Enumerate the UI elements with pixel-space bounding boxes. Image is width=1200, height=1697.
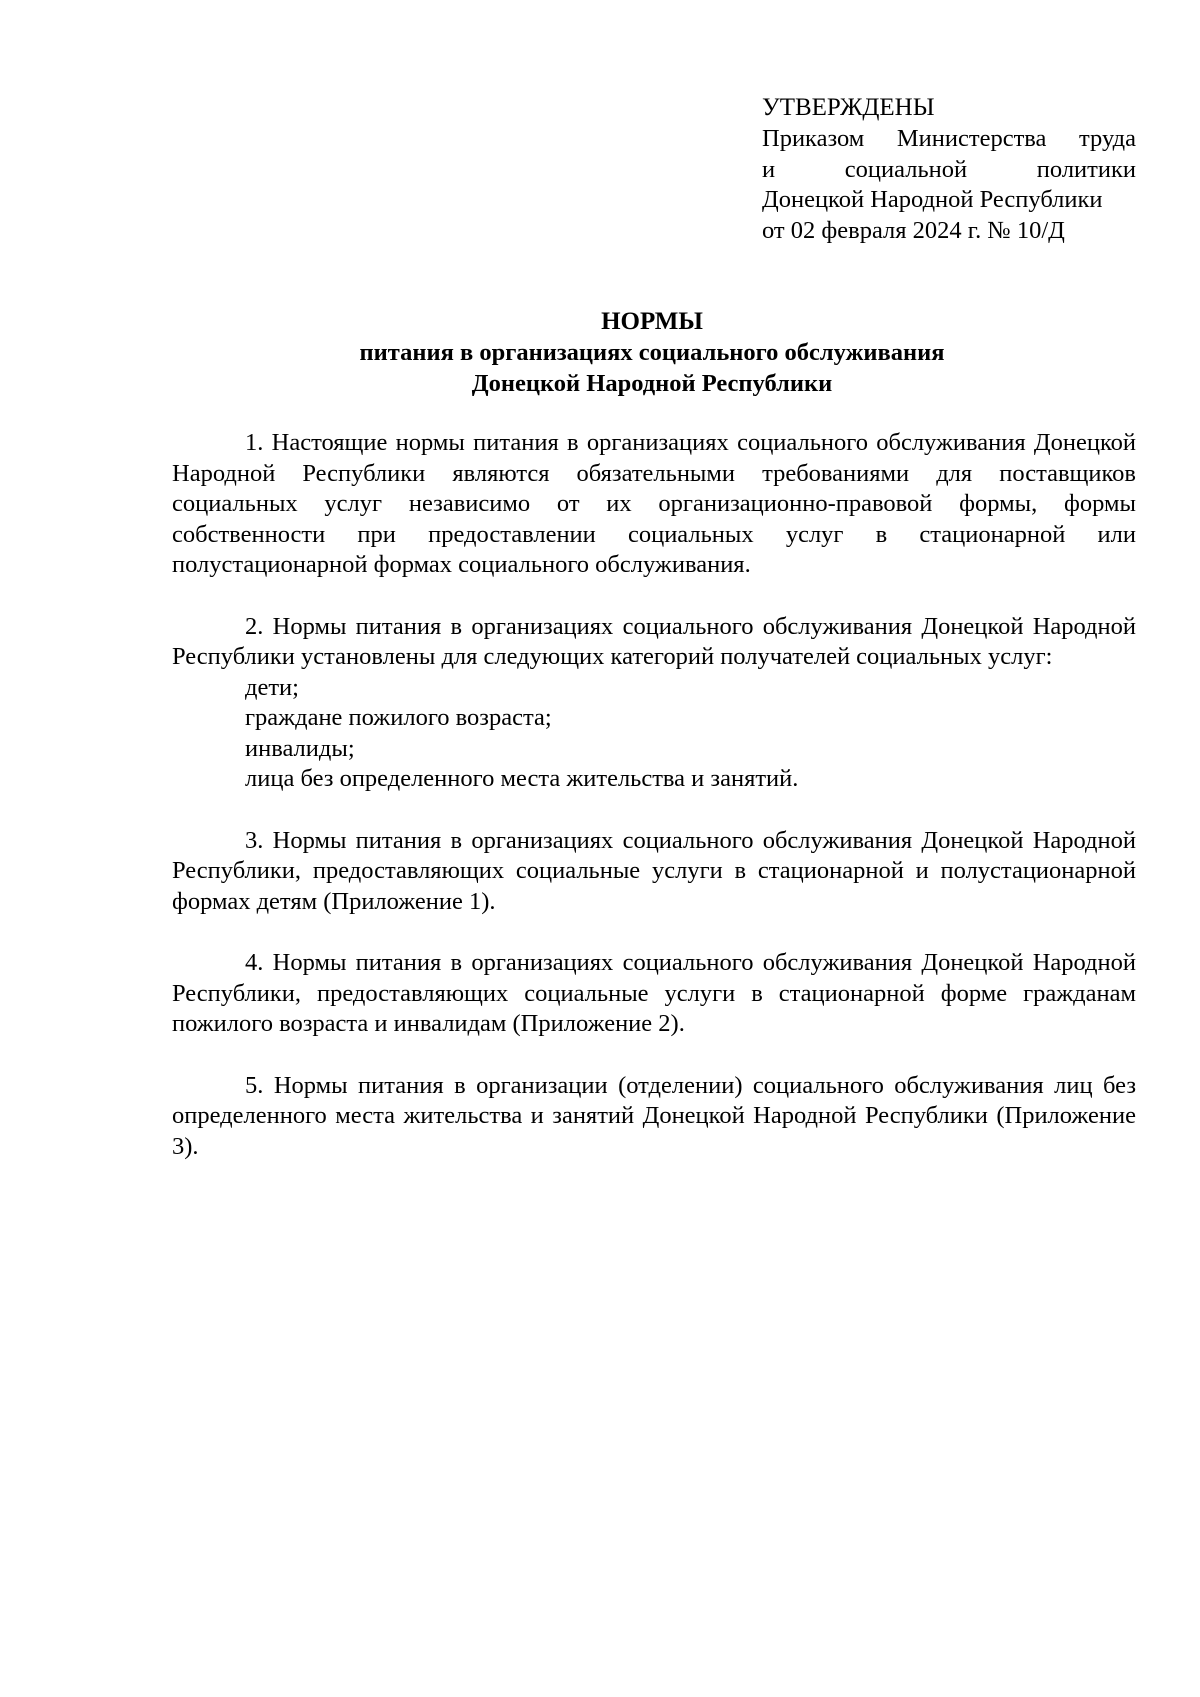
document-subtitle-line-1: питания в организациях социального обслуживания [359,339,945,366]
recipient-categories-list [172,673,1136,795]
document-body [172,428,1136,1193]
approval-line-date: от 02 февраля 2024 г. № 10/Д [762,216,1065,244]
document-title: НОРМЫ [601,308,703,335]
document-heading [172,306,1132,399]
paragraph-2: 2. Нормы питания в организациях социального обслуживания Донецкой Народной Республики установлены для следующих категорий получателей социальных услуг: [172,612,1136,670]
approval-line-order: Приказом Министерства труда [762,125,1136,152]
list-item: дети; [245,673,299,701]
list-item: лица без определенного места жительства и занятий. [245,765,799,792]
paragraph-4: 4. Нормы питания в организациях социального обслуживания Донецкой Народной Республики, предоставляющих социальные услуги в стационарной форме гражданам пожилого возраста и инвалидам (Приложение 2). [172,949,1136,1037]
document-subtitle-line-2: Донецкой Народной Республики [471,370,833,397]
approval-line-ministry: и социальной политики [762,155,1136,183]
paragraph-1: 1. Настоящие нормы питания в организациях социального обслуживания Донецкой Народной Республики являются обязательными требованиями для поставщиков социальных услуг независимо от их организационно-правовой формы, формы собственности при предоставлении социальных услуг в стационарной или полустационарной формах социального обслуживания. [172,429,1136,578]
paragraph-3: 3. Нормы питания в организациях социального обслуживания Донецкой Народной Республики, предоставляющих социальные услуги в стационарной и полустационарной формах детям (Приложение 1). [172,826,1136,915]
list-item: инвалиды; [245,734,355,762]
list-item: граждане пожилого возраста; [245,704,552,731]
approval-stamp [762,92,1136,246]
paragraph-5: 5. Нормы питания в организации (отделении) социального обслуживания лиц без определенного места жительства и занятий Донецкой Народной Республики (Приложение 3). [172,1071,1136,1160]
approval-line-republic: Донецкой Народной Республики [762,186,1103,213]
approval-title: УТВЕРЖДЕНЫ [762,94,935,121]
